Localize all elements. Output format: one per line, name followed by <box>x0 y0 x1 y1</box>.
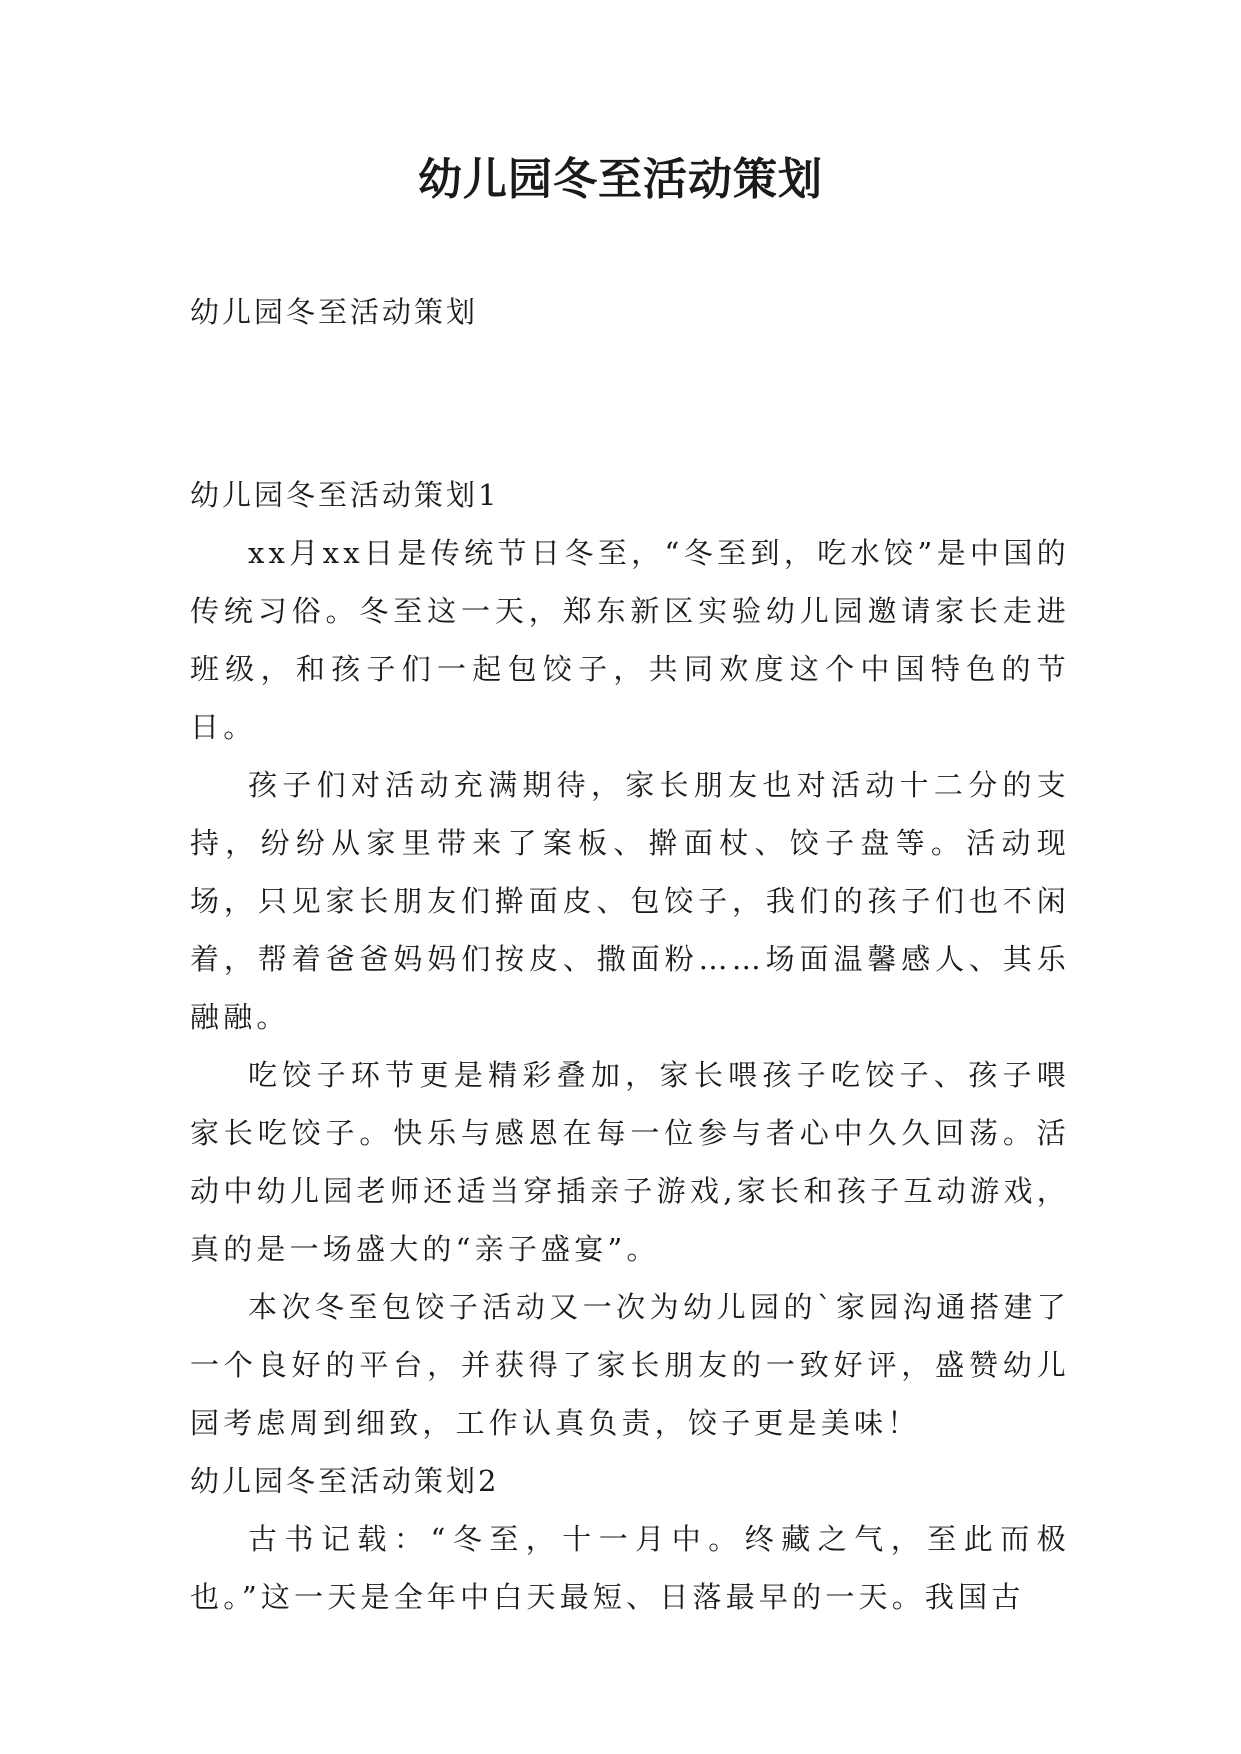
section-heading-1: 幼儿园冬至活动策划1 <box>190 478 500 512</box>
paragraph: 吃饺子环节更是精彩叠加，家长喂孩子吃饺子、孩子喂家长吃饺子。快乐与感恩在每一位参与者心中久久回荡。活动中幼儿园老师还适当穿插亲子游戏,家长和孩子互动游戏，真的是一场盛大的“亲子盛宴”。 <box>190 1058 1070 1266</box>
paragraph: 孩子们对活动充满期待，家长朋友也对活动十二分的支持，纷纷从家里带来了案板、擀面杖、饺子盘等。活动现场，只见家长朋友们擀面皮、包饺子，我们的孩子们也不闲着，帮着爸爸妈妈们按皮、撒面粉……场面温馨感人、其乐融融。 <box>190 768 1070 1034</box>
section-heading-2: 幼儿园冬至活动策划2 <box>190 1464 500 1498</box>
document-subtitle: 幼儿园冬至活动策划 <box>190 295 479 329</box>
paragraph: 古书记载：“冬至，十一月中。终藏之气，至此而极也。”这一天是全年中白天最短、日落最早的一天。我国古 <box>190 1522 1070 1614</box>
paragraph: xx月xx日是传统节日冬至，“冬至到，吃水饺”是中国的传统习俗。冬至这一天，郑东新区实验幼儿园邀请家长走进班级，和孩子们一起包饺子，共同欢度这个中国特色的节日。 <box>190 536 1070 744</box>
document-body <box>190 466 1070 1626</box>
paragraph: 本次冬至包饺子活动又一次为幼儿园的`家园沟通搭建了一个良好的平台，并获得了家长朋友的一致好评，盛赞幼儿园考虑周到细致，工作认真负责，饺子更是美味！ <box>190 1290 1070 1440</box>
document-title: 幼儿园冬至活动策划 <box>418 154 823 205</box>
